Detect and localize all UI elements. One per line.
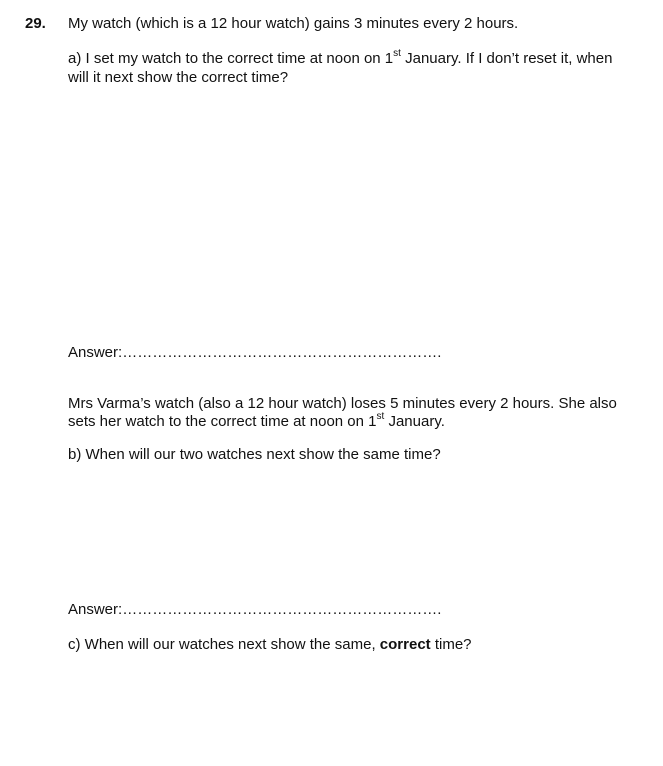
part-a-question-line-2: will it next show the correct time?: [68, 69, 289, 86]
answer-label: Answer:: [68, 601, 123, 618]
part-b-question: b) When will our two watches next show the same time?: [68, 446, 441, 463]
part-a-answer-line: [68, 343, 441, 362]
answer-dots: ……………………………………………………….: [122, 601, 442, 618]
context-b-line-2: sets her watch to the correct time at noon on 1st January.: [68, 411, 445, 430]
part-a-question-line-1: a) I set my watch to the correct time at noon on 1st January. If I don’t reset it, when: [68, 48, 613, 67]
part-b-answer-line: [68, 600, 441, 619]
part-c-question: c) When will our watches next show the same, correct time?: [68, 636, 472, 653]
answer-dots: ……………………………………………………….: [122, 344, 442, 361]
question-intro: My watch (which is a 12 hour watch) gains 3 minutes every 2 hours.: [68, 15, 519, 32]
answer-label: Answer:: [68, 344, 123, 361]
question-number: 29.: [25, 15, 46, 32]
context-b-line-1: Mrs Varma’s watch (also a 12 hour watch) loses 5 minutes every 2 hours. She also: [68, 395, 617, 412]
